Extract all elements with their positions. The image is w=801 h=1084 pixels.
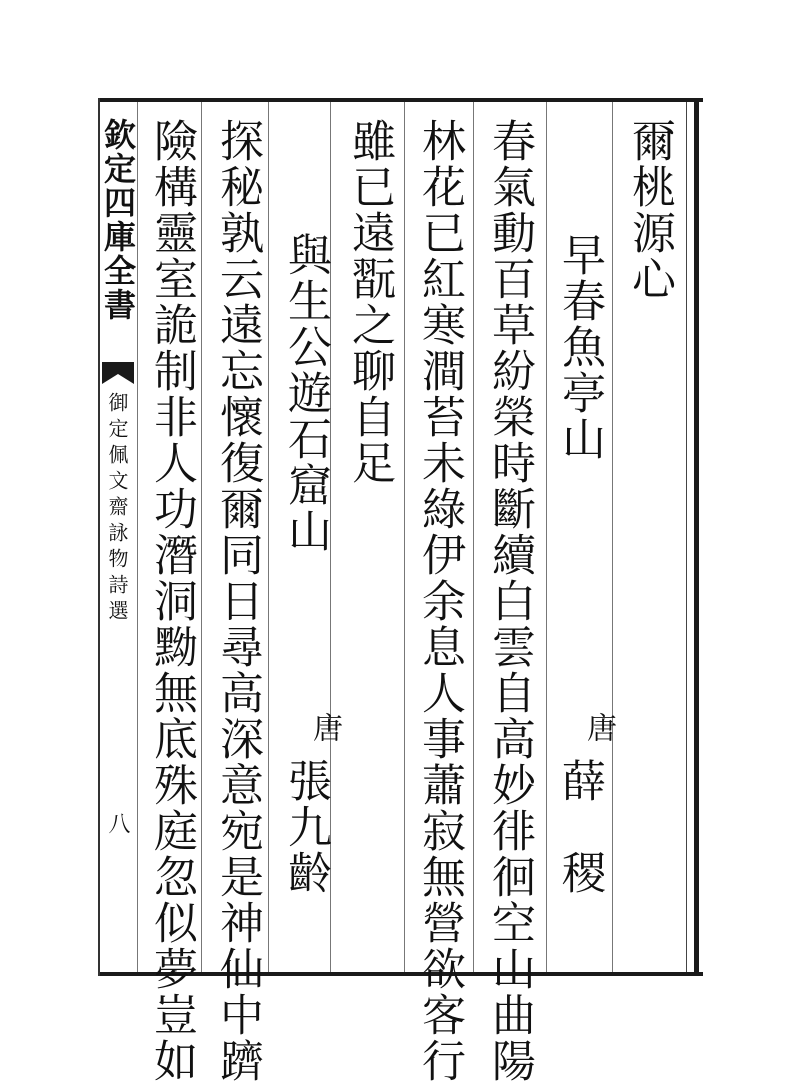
text-column-6: 林花已紅寒澗苔未綠伊余息人事蕭寂無營欲客行 <box>414 118 465 1084</box>
column-rule <box>201 102 202 972</box>
frame-right-border <box>694 98 699 976</box>
frame-right-inner-line <box>686 102 687 972</box>
poem-title-1: 早春魚亭山 <box>554 232 605 462</box>
author-dynasty-1: 唐 <box>581 712 616 743</box>
text-column-7: 雖已遠翫之聊自足 <box>344 118 395 486</box>
margin-volume-title: 御定佩文齋詠物詩選 <box>105 392 129 626</box>
column-rule <box>546 102 547 972</box>
author-name-1: 薛 稷 <box>554 758 605 896</box>
column-rule <box>268 102 269 972</box>
text-column-12: 險構靈室詭制非人功潛洞黝無底殊庭忽似夢豈如 <box>146 118 197 1084</box>
text-column-1: 爾桃源心 <box>624 118 675 302</box>
column-rule <box>404 102 405 972</box>
column-rule <box>473 102 474 972</box>
text-column-5: 春氣動百草紛榮時斷續白雲自高妙徘徊空山曲陽 <box>484 118 535 1084</box>
column-rule <box>137 102 138 972</box>
column-rule <box>612 102 613 972</box>
fishtail-mark-icon <box>102 362 134 384</box>
author-name-2: 張九齡 <box>280 758 331 896</box>
author-dynasty-2: 唐 <box>307 712 342 743</box>
text-column-11: 探秘孰云遠忘懷復爾同日尋高深意宛是神仙中躋 <box>212 118 263 1084</box>
poem-title-2: 與生公遊石窟山 <box>280 232 331 554</box>
margin-page-number: 八 <box>105 812 130 834</box>
margin-book-title: 欽定四庫全書 <box>99 118 137 322</box>
